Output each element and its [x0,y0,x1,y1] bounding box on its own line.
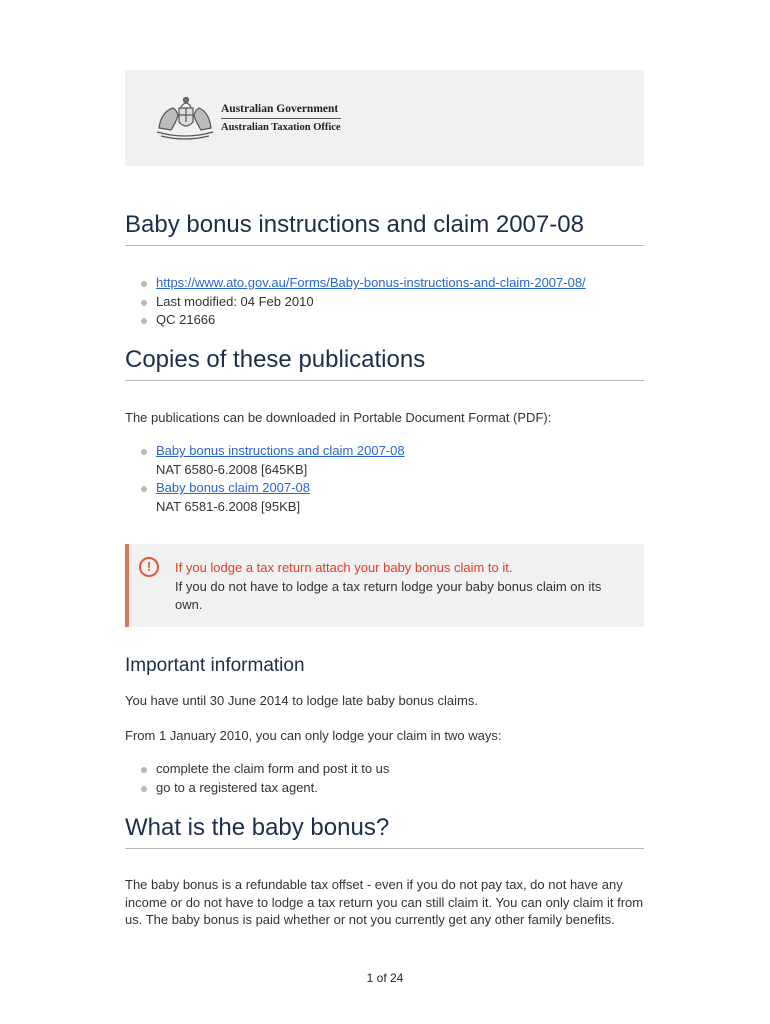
publication-list [125,442,644,516]
publication-link-instructions[interactable]: Baby bonus instructions and claim 2007-08 [156,443,405,458]
list-item [125,479,644,516]
important-para-lodge: From 1 January 2010, you can only lodge your claim in two ways: [125,728,502,743]
publication-detail: NAT 6581-6.2008 [95KB] [156,498,301,514]
list-item: go to a registered tax agent. [125,779,644,798]
logo-government-text: Australian Government [221,103,341,119]
alert-box [125,544,644,627]
publication-link-claim[interactable]: Baby bonus claim 2007-08 [156,480,310,495]
section-heading-what: What is the baby bonus? [125,814,644,849]
ato-logo [153,94,341,142]
logo-agency-text: Australian Taxation Office [221,122,341,133]
list-item: Last modified: 04 Feb 2010 [125,293,644,312]
coat-of-arms-icon [153,94,217,142]
copies-intro: The publications can be downloaded in Portable Document Format (PDF): [125,410,552,425]
page-number: 1 of 24 [366,971,404,985]
list-item: complete the claim form and post it to us [125,760,644,779]
page-title: Baby bonus instructions and claim 2007-08 [125,211,644,246]
what-para: The baby bonus is a refundable tax offset - even if you do not pay tax, do not have any income or do not have to lodge a tax return you can still claim it. You can only claim it from us. The baby bonus is paid whether or not you currently get any other family benefits. [125,877,644,927]
alert-title: If you lodge a tax return attach your baby bonus claim to it. [175,560,513,575]
section-heading-copies: Copies of these publications [125,346,644,381]
warning-icon: ! [139,557,159,577]
publication-detail: NAT 6580-6.2008 [645KB] [156,461,308,477]
list-item [125,274,644,293]
lodge-options-list [125,760,644,797]
list-item: QC 21666 [125,311,644,330]
alert-body: If you do not have to lodge a tax return lodge your baby bonus claim on its own. [175,579,602,612]
section-heading-important: Important information [125,655,305,676]
important-para-deadline: You have until 30 June 2014 to lodge late baby bonus claims. [125,693,478,708]
header-banner [125,70,644,166]
meta-list [125,274,644,330]
source-url-link[interactable]: https://www.ato.gov.au/Forms/Baby-bonus-instructions-and-claim-2007-08/ [156,275,586,290]
list-item [125,442,644,479]
